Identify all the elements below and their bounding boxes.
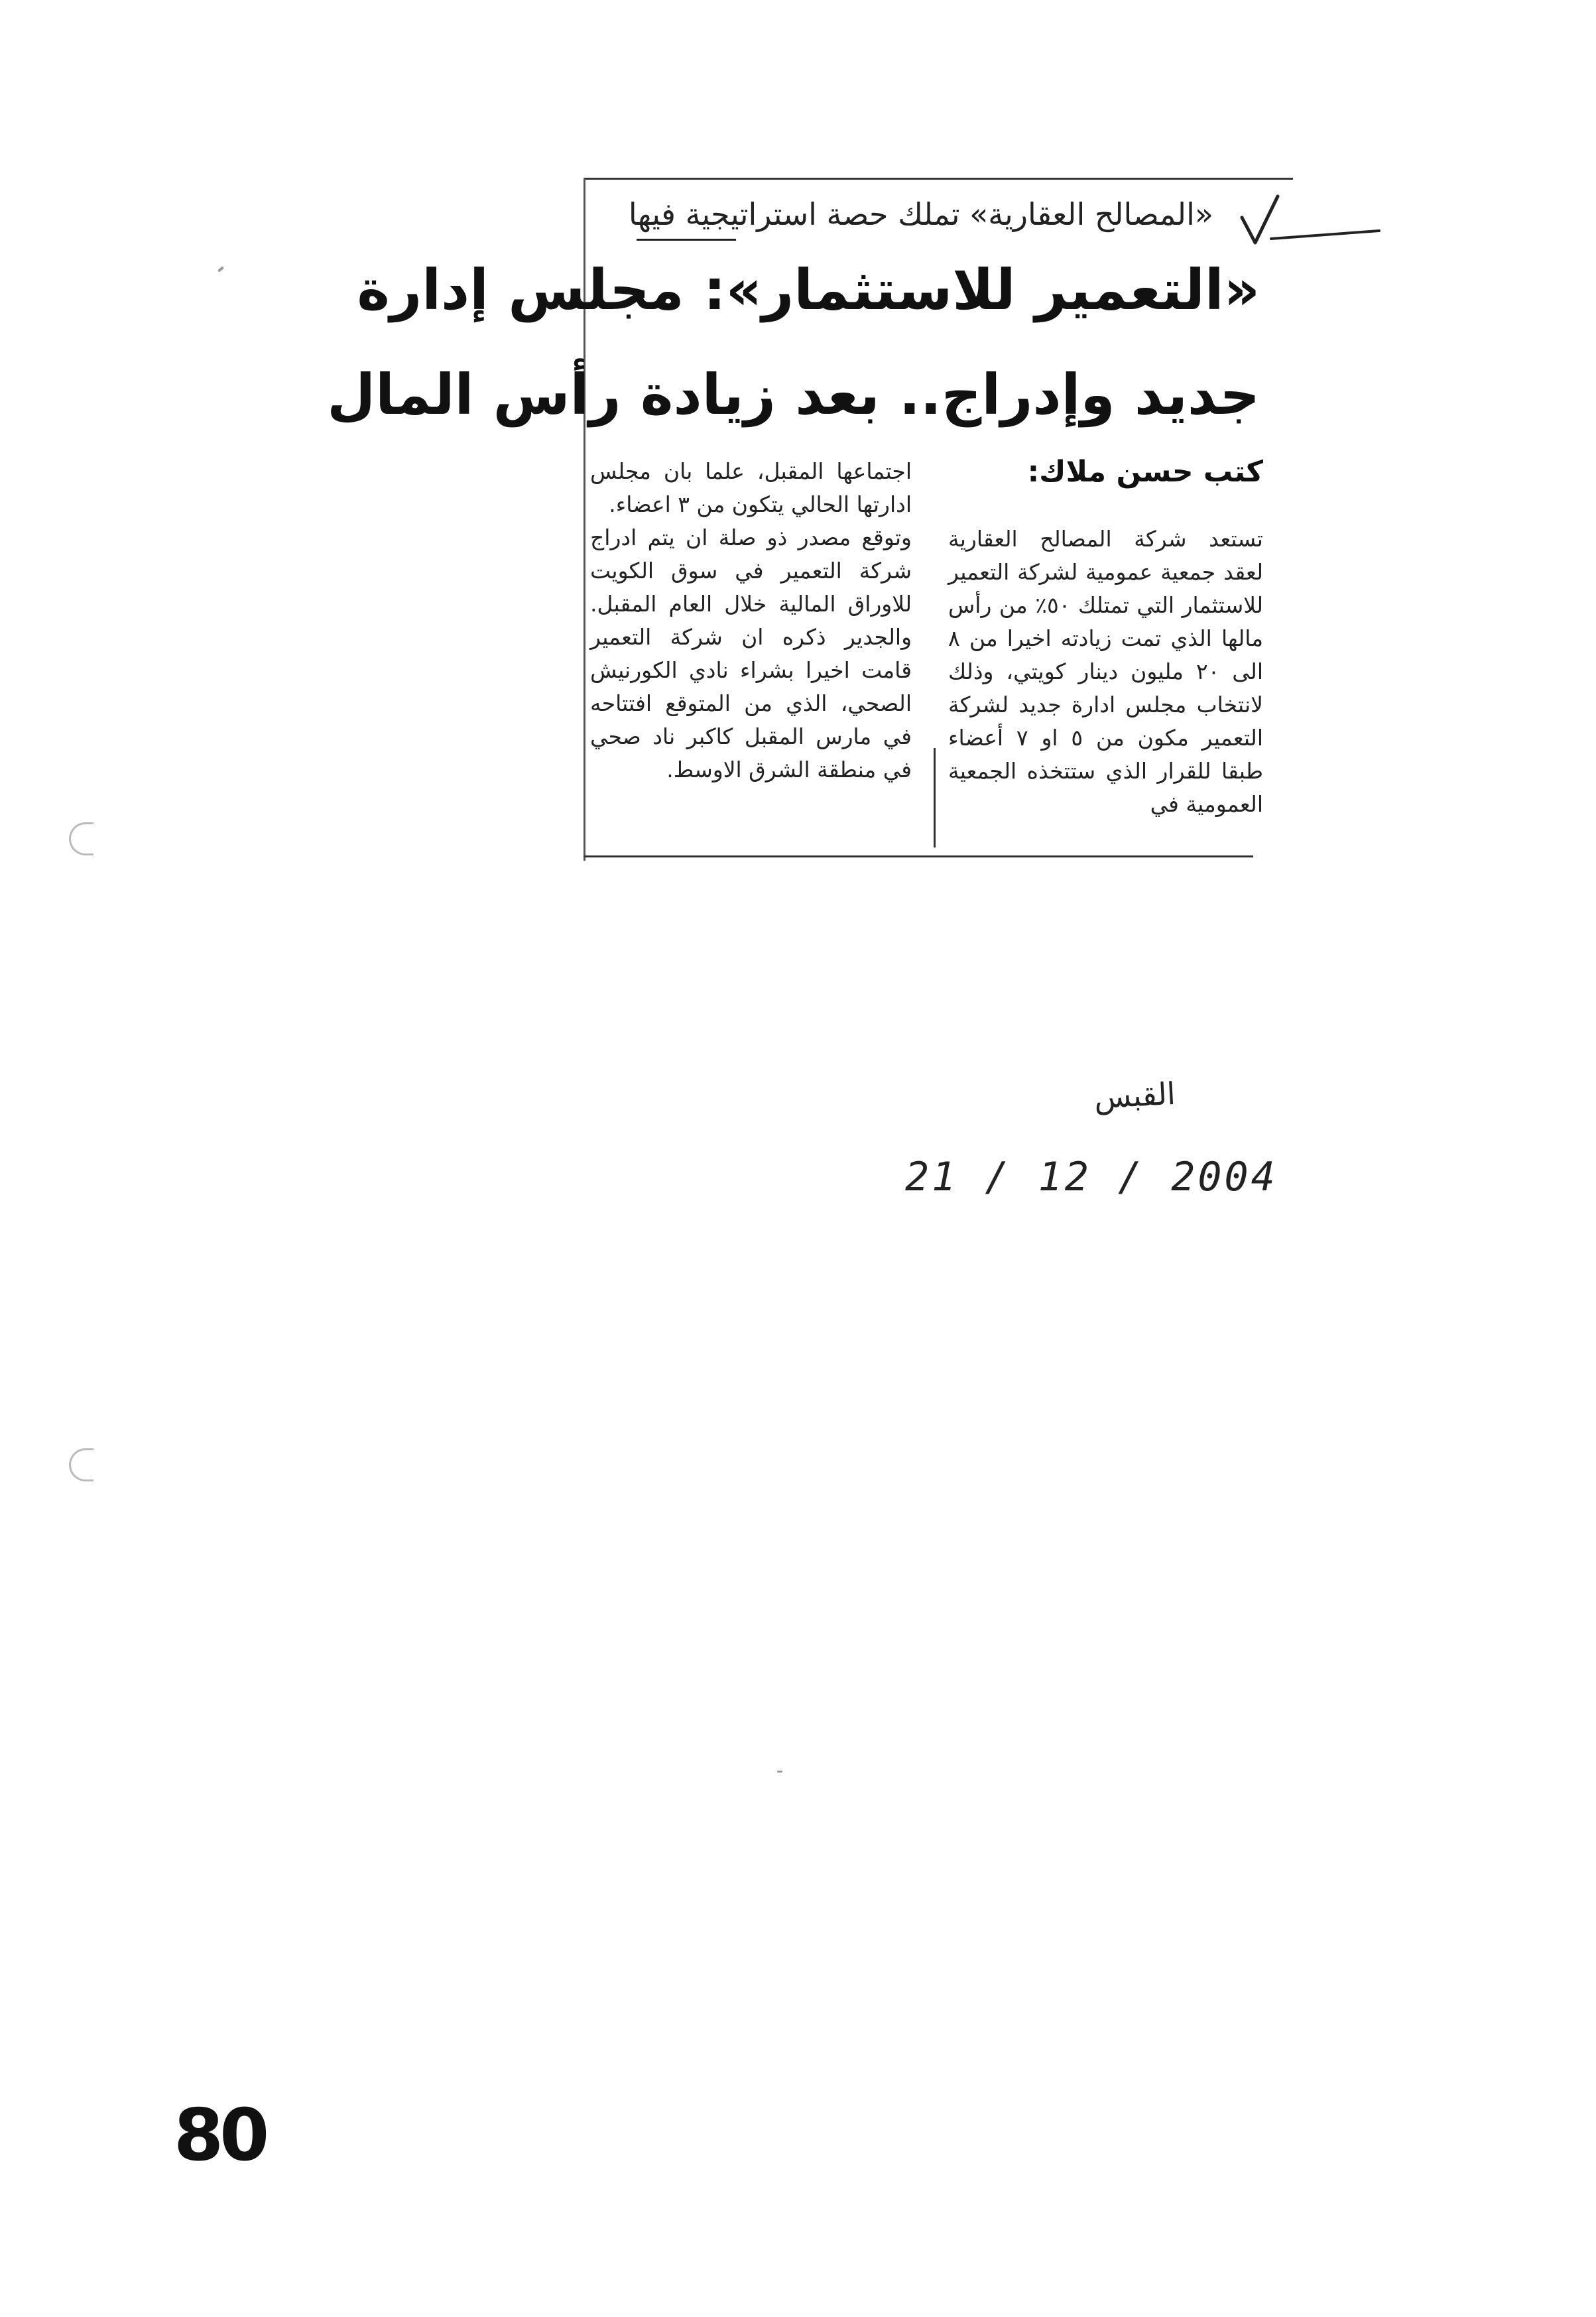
headline-line-2: جديد وإدراج.. بعد زيادة رأس المال (327, 362, 1260, 427)
clipping-bottom-rule (583, 855, 1253, 857)
binder-hole-icon (69, 822, 93, 855)
headline-line-1: «التعمير للاستثمار»: مجلس إدارة (357, 257, 1260, 322)
kicker-underline (637, 239, 736, 241)
handwritten-source: القبس (1093, 1075, 1176, 1116)
kicker-line: «المصالح العقارية» تملك حصة استراتيجية فيها (628, 196, 1213, 232)
article-paragraph: وتوقع مصدر ذو صلة ان يتم ادراج شركة التعمير في سوق الكويت للاوراق المالية خلال العام المقبل. والجدير ذكره ان شركة التعمير قامت اخيرا بشراء نادي الكورنيش الصحي، الذي من المتوقع افتتاحه في مارس المقبل كاكبر ناد صحي في منطقة الشرق الاوسط. (590, 525, 912, 783)
byline: كتب حسن ملاك: (1027, 455, 1263, 489)
article-column-right (948, 523, 1263, 821)
page-number: 80 (174, 2094, 266, 2177)
article-column-left (590, 455, 912, 786)
scan-speck (777, 1771, 782, 1773)
article-paragraph: تستعد شركة المصالح العقارية لعقد جمعية عمومية لشركة التعمير للاستثمار التي تمتلك ٥٠٪ من رأس مالها الذي تمت زيادته اخيرا من ٨ الى ٢٠ مليون دينار كويتي، وذلك لانتخاب مجلس ادارة جديد لشركة التعمير مكون من ٥ او ٧ أعضاء طبقا للقرار الذي ستتخذه الجمعية العمومية في (948, 526, 1264, 817)
clipping-top-rule (583, 178, 1293, 180)
article-paragraph: اجتماعها المقبل، علما بان مجلس ادارتها الحالي يتكون من ٣ اعضاء. (590, 458, 912, 517)
binder-hole-icon (69, 1448, 93, 1481)
scan-speck (217, 266, 224, 272)
newspaper-clipping (327, 178, 1293, 861)
checkmark-icon (1237, 191, 1382, 251)
handwritten-date: 21 / 12 / 2004 (905, 1154, 1278, 1200)
column-divider (934, 748, 936, 847)
